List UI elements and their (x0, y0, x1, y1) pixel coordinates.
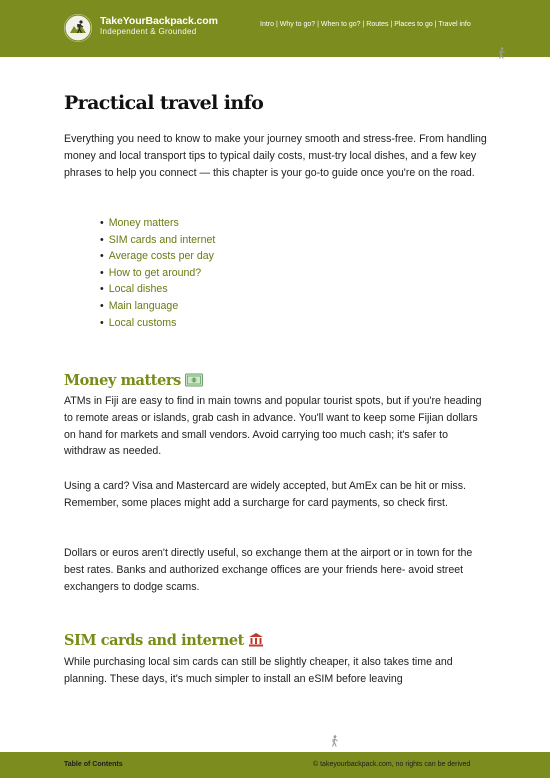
footer-bar (0, 752, 550, 778)
top-navigation (260, 21, 471, 28)
toc-link-local-customs[interactable]: • Local customs (100, 315, 215, 332)
bank-icon (248, 632, 264, 647)
toc-link-get-around[interactable]: • How to get around? (100, 265, 215, 282)
section-heading-text: SIM cards and internet (64, 632, 244, 649)
money-paragraph-1: ATMs in Fiji are easy to find in main towns and popular tourist spots, but if you're heading to remote areas or islands, grab cash in advance. You'll want to keep some Fijian dollars on hand for markets and small vendors. Avoid carrying too much cash; it's safer to withdraw as needed. (64, 395, 482, 458)
nav-travel-info[interactable]: Travel info (438, 21, 471, 28)
hiker-icon (330, 735, 340, 747)
nav-separator: | (274, 21, 280, 28)
nav-places-to-go[interactable]: Places to go (394, 21, 433, 28)
nav-separator: | (315, 21, 321, 28)
logo-hiker-icon[interactable] (64, 14, 92, 42)
toc-link-main-language[interactable]: • Main language (100, 298, 215, 315)
nav-separator: | (388, 21, 395, 28)
money-paragraph-2: Using a card? Visa and Mastercard are widely accepted, but AmEx can be hit or miss. Remember, some places might add a surcharge for card payments, so check first. (64, 480, 466, 509)
section-heading-sim (64, 632, 264, 649)
chapter-contents-list (100, 215, 215, 331)
hiker-icon (497, 47, 507, 59)
header-bar (0, 0, 550, 57)
nav-separator: | (360, 21, 367, 28)
brand-name: TakeYourBackpack.com (100, 15, 218, 27)
section-heading-text: Money matters (64, 372, 181, 389)
money-banknote-icon (185, 373, 203, 387)
copyright-text: © takeyourbackpack.com, no rights can be derived (313, 761, 471, 768)
nav-intro[interactable]: Intro (260, 21, 275, 28)
toc-link-money-matters[interactable]: • Money matters (100, 215, 215, 232)
nav-why-to-go[interactable]: Why to go? (279, 21, 316, 28)
intro-paragraph: Everything you need to know to make your journey smooth and stress-free. From handling money and local transport tips to typical daily costs, must-try local dishes, and a few key phrases to help you connect — this chapter is your go-to guide once you're on the road. (64, 133, 487, 179)
page-title: Practical travel info (64, 92, 264, 114)
nav-when-to-go[interactable]: When to go? (320, 21, 361, 28)
toc-link-local-dishes[interactable]: • Local dishes (100, 281, 215, 298)
toc-link-average-costs[interactable]: • Average costs per day (100, 248, 215, 265)
brand[interactable] (100, 15, 218, 37)
toc-link-sim-cards[interactable]: • SIM cards and internet (100, 232, 215, 249)
money-paragraph-3: Dollars or euros aren't directly useful, so exchange them at the airport or in town for the best rates. Banks and authorized exchange offices are your friends here- avoid street exchangers to dodge scams. (64, 547, 473, 593)
nav-separator: | (432, 21, 439, 28)
table-of-contents-link[interactable]: Table of Contents (64, 761, 123, 768)
sim-paragraph: While purchasing local sim cards can still be slightly cheaper, it also takes time and planning. These days, it's much simpler to install an eSIM before leaving (64, 656, 453, 685)
brand-tagline: Independent & Grounded (100, 27, 197, 36)
section-heading-money (64, 372, 203, 389)
nav-routes[interactable]: Routes (366, 21, 389, 28)
